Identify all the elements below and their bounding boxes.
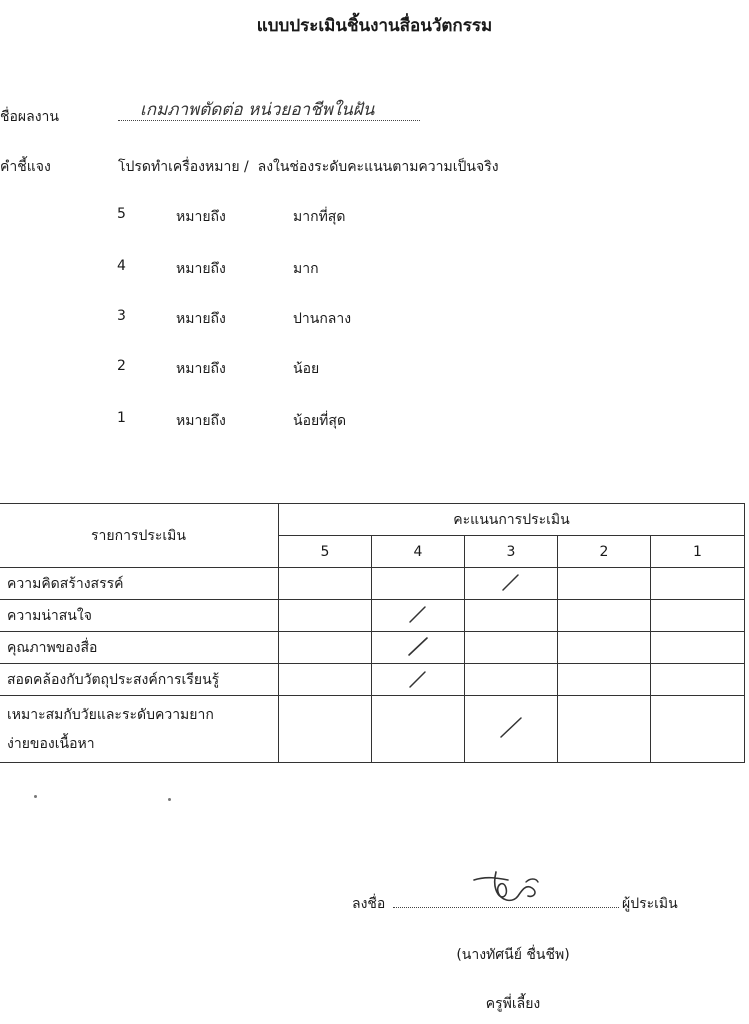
criteria-header: รายการประเมิน: [0, 504, 279, 568]
score-column-1: 1: [651, 536, 745, 568]
scan-speck: [168, 798, 171, 801]
work-name-label: ชื่อผลงาน: [0, 109, 59, 125]
score-cell-5[interactable]: [279, 632, 372, 664]
scale-word-4: หมายถึง: [176, 261, 226, 277]
scale-score-1: 1: [117, 410, 126, 426]
criterion-label-line-2: ง่ายของเนื้อหา: [7, 736, 95, 752]
score-cell-4[interactable]: [372, 632, 465, 664]
score-cell-2[interactable]: [558, 600, 651, 632]
check-mark-icon: [406, 666, 430, 690]
table-row: [0, 696, 745, 763]
score-cell-2[interactable]: [558, 632, 651, 664]
table-row: [0, 600, 745, 632]
scale-meaning-2: น้อย: [293, 361, 320, 377]
score-column-4: 4: [372, 536, 465, 568]
score-column-5: 5: [279, 536, 372, 568]
score-cell-4[interactable]: [372, 600, 465, 632]
scale-score-2: 2: [117, 358, 126, 374]
table-row: [0, 632, 745, 664]
criterion-label-line-1: เหมาะสมกับวัยและระดับความยาก: [7, 707, 214, 723]
score-cell-4[interactable]: [372, 568, 465, 600]
score-cell-1[interactable]: [651, 696, 745, 763]
scale-word-1: หมายถึง: [176, 413, 226, 429]
check-mark-icon: [499, 570, 523, 594]
evaluator-name: (นางทัศนีย์ ชื่นชีพ): [456, 947, 570, 963]
score-cell-1[interactable]: [651, 632, 745, 664]
score-cell-5[interactable]: [279, 600, 372, 632]
score-cell-2[interactable]: [558, 664, 651, 696]
score-cell-2[interactable]: [558, 696, 651, 763]
score-header: คะแนนการประเมิน: [279, 504, 745, 536]
score-cell-3[interactable]: [465, 600, 558, 632]
score-cell-5[interactable]: [279, 696, 372, 763]
handwritten-signature-icon: [468, 866, 548, 912]
check-mark-icon: [497, 713, 525, 741]
scale-word-3: หมายถึง: [176, 311, 226, 327]
score-cell-4[interactable]: [372, 696, 465, 763]
criterion-label: [0, 696, 279, 763]
score-cell-3[interactable]: [465, 696, 558, 763]
score-cell-2[interactable]: [558, 568, 651, 600]
scale-meaning-1: น้อยที่สุด: [293, 413, 347, 429]
scale-score-4: 4: [117, 258, 126, 274]
scale-meaning-4: มาก: [293, 261, 319, 277]
score-cell-3[interactable]: [465, 664, 558, 696]
score-cell-1[interactable]: [651, 568, 745, 600]
scale-meaning-5: มากที่สุด: [293, 209, 346, 225]
evaluator-label: ผู้ประเมิน: [622, 896, 678, 912]
check-mark-icon: [405, 633, 431, 659]
instruction-text: โปรดทำเครื่องหมาย / ลงในช่องระดับคะแนนตามความเป็นจริง: [118, 159, 499, 175]
score-column-2: 2: [558, 536, 651, 568]
score-cell-5[interactable]: [279, 568, 372, 600]
instruction-label: คำชี้แจง: [0, 159, 51, 175]
criterion-label: ความคิดสร้างสรรค์: [0, 568, 279, 600]
scale-word-5: หมายถึง: [176, 209, 226, 225]
scale-word-2: หมายถึง: [176, 361, 226, 377]
score-cell-5[interactable]: [279, 664, 372, 696]
table-row: [0, 664, 745, 696]
score-cell-3[interactable]: [465, 632, 558, 664]
evaluator-role: ครูพี่เลี้ยง: [485, 996, 541, 1012]
criterion-label: สอดคล้องกับวัตถุประสงค์การเรียนรู้: [0, 664, 279, 696]
score-column-3: 3: [465, 536, 558, 568]
scale-score-3: 3: [117, 308, 126, 324]
score-cell-1[interactable]: [651, 664, 745, 696]
criterion-label: คุณภาพของสื่อ: [0, 632, 279, 664]
criterion-label: ความน่าสนใจ: [0, 600, 279, 632]
score-cell-3[interactable]: [465, 568, 558, 600]
work-name-handwritten: เกมภาพตัดต่อ หน่วยอาชีพในฝัน: [140, 100, 375, 120]
form-title: แบบประเมินชิ้นงานสื่อนวัตกรรม: [256, 16, 493, 36]
evaluation-table: [0, 503, 745, 763]
scale-score-5: 5: [117, 206, 126, 222]
check-mark-icon: [406, 602, 430, 626]
sign-label: ลงชื่อ: [352, 896, 386, 912]
score-cell-1[interactable]: [651, 600, 745, 632]
scan-speck: [34, 795, 37, 798]
scale-meaning-3: ปานกลาง: [293, 311, 352, 327]
table-row: [0, 568, 745, 600]
score-cell-4[interactable]: [372, 664, 465, 696]
